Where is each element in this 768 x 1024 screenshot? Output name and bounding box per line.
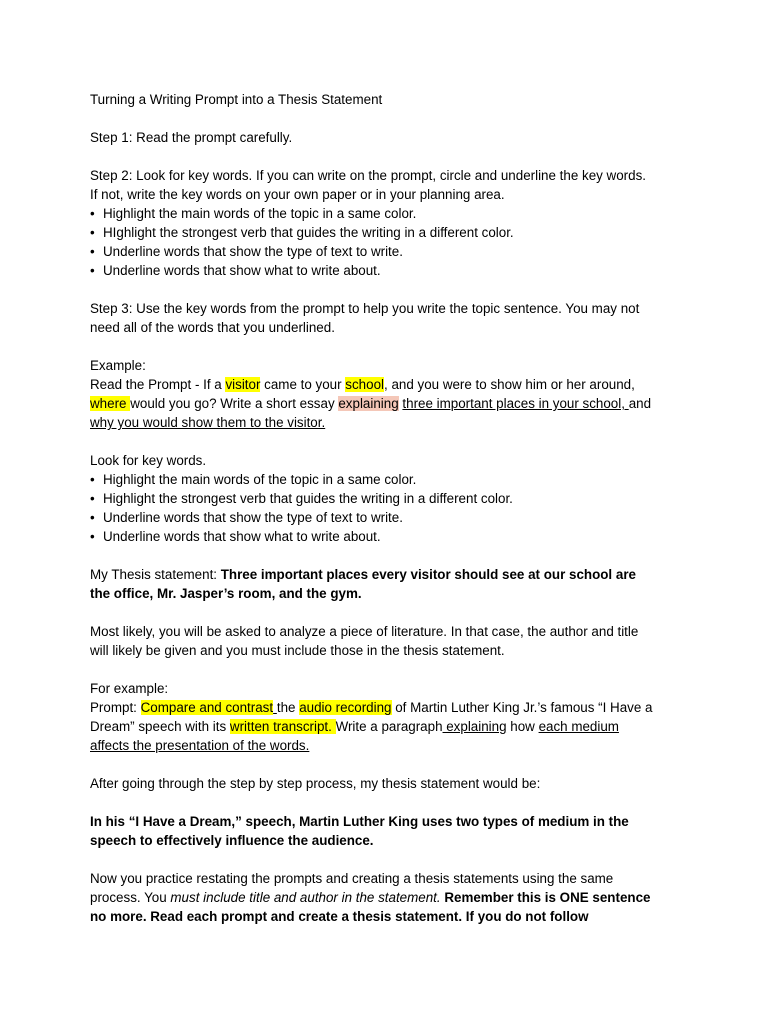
example-2 (90, 679, 690, 755)
bullet-icon: • (90, 206, 95, 221)
bullet-item: • Highlight the strongest verb that guides the writing in a different color. (90, 491, 513, 506)
document-body (90, 90, 690, 926)
bullet-icon: • (90, 491, 95, 506)
step-2-line-2: If not, write the key words on your own paper or in your planning area. (90, 187, 505, 202)
bullet-item: • Highlight the main words of the topic in a same color. (90, 206, 417, 221)
bullet-item: • Underline words that show the type of text to write. (90, 510, 403, 525)
example-heading: Example: (90, 358, 146, 373)
highlight-explaining: explaining (338, 396, 399, 411)
bullet-icon: • (90, 263, 95, 278)
highlight-where: where (90, 396, 131, 411)
bullet-icon: • (90, 244, 95, 259)
step-2-line-1: Step 2: Look for key words. If you can write on the prompt, circle and underline the key words. (90, 168, 646, 183)
step-2 (90, 166, 690, 280)
thesis-statement-1: My Thesis statement: Three important places every visitor should see at our school are the office, Mr. Jasper’s room, and the gym. (90, 567, 636, 601)
highlight-written-transcript: written transcript. (229, 719, 336, 734)
underline-places: three important places in your school, (402, 396, 629, 411)
document-title: Turning a Writing Prompt into a Thesis Statement (90, 92, 383, 107)
bullet-item: • Highlight the main words of the topic in a same color. (90, 472, 417, 487)
highlight-audio-recording: audio recording (299, 700, 392, 715)
underline-why: why you would show them to the visitor. (90, 415, 326, 430)
example-prompt-line-2: Dream” speech with its written transcript. Write a paragraph explaining how each medium (90, 719, 619, 734)
after-paragraph: After going through the step by step process, my thesis statement would be: (90, 776, 541, 791)
example-prompt-line-3 (90, 736, 690, 755)
bullet-icon: • (90, 529, 95, 544)
practice-paragraph: Now you practice restating the prompts and creating a thesis statements using the same process. You must include title and author in the statement. Remember this is ONE sentence no more. Read each prompt and create a thesis statement. If you do not follow (90, 871, 651, 924)
bullet-item: • Underline words that show what to write about. (90, 263, 381, 278)
bullet-item: • Underline words that show the type of text to write. (90, 244, 403, 259)
underline-affects: affects the presentation of the words. (90, 738, 310, 753)
highlight-school: school (345, 377, 384, 392)
example-prompt-line-2: where would you go? Write a short essay explaining three important places in your school, and (90, 396, 652, 411)
example-prompt-line-1: Prompt: Compare and contrast the audio recording of Martin Luther King Jr.’s famous “I Have a (90, 700, 653, 715)
bullet-item: • HIghlight the strongest verb that guides the writing in a different color. (90, 225, 514, 240)
underline-each-medium: each medium (538, 719, 619, 734)
look-for-key-words: Look for key words. • Highlight the main words of the topic in a same color. • Highlight the strongest verb that guides the writing in a different color. • Underline words that show the type of text to write. • Underline words that show what to write about. (90, 451, 690, 546)
bullet-item: • Underline words that show what to write about. (90, 529, 381, 544)
step-3: Step 3: Use the key words from the prompt to help you write the topic sentence. You may not need all of the words that you underlined. (90, 301, 640, 335)
step-1: Step 1: Read the prompt carefully. (90, 130, 293, 145)
literature-paragraph: Most likely, you will be asked to analyze a piece of literature. In that case, the author and title will likely be given and you must include those in the thesis statement. (90, 624, 639, 658)
example-prompt-line-1: Read the Prompt - If a visitor came to your school, and you were to show him or her around, (90, 377, 635, 392)
example-1 (90, 356, 690, 432)
bullet-icon: • (90, 472, 95, 487)
underline-explaining: explaining (442, 719, 507, 734)
example-heading: For example: (90, 681, 169, 696)
highlight-visitor: visitor (225, 377, 261, 392)
highlight-compare: Compare and contrast (140, 700, 274, 715)
example-prompt-line-3 (90, 413, 690, 432)
bullet-icon: • (90, 225, 95, 240)
thesis-statement-2: In his “I Have a Dream,” speech, Martin Luther King uses two types of medium in the speech to effectively influence the audience. (90, 814, 629, 848)
bullet-icon: • (90, 510, 95, 525)
